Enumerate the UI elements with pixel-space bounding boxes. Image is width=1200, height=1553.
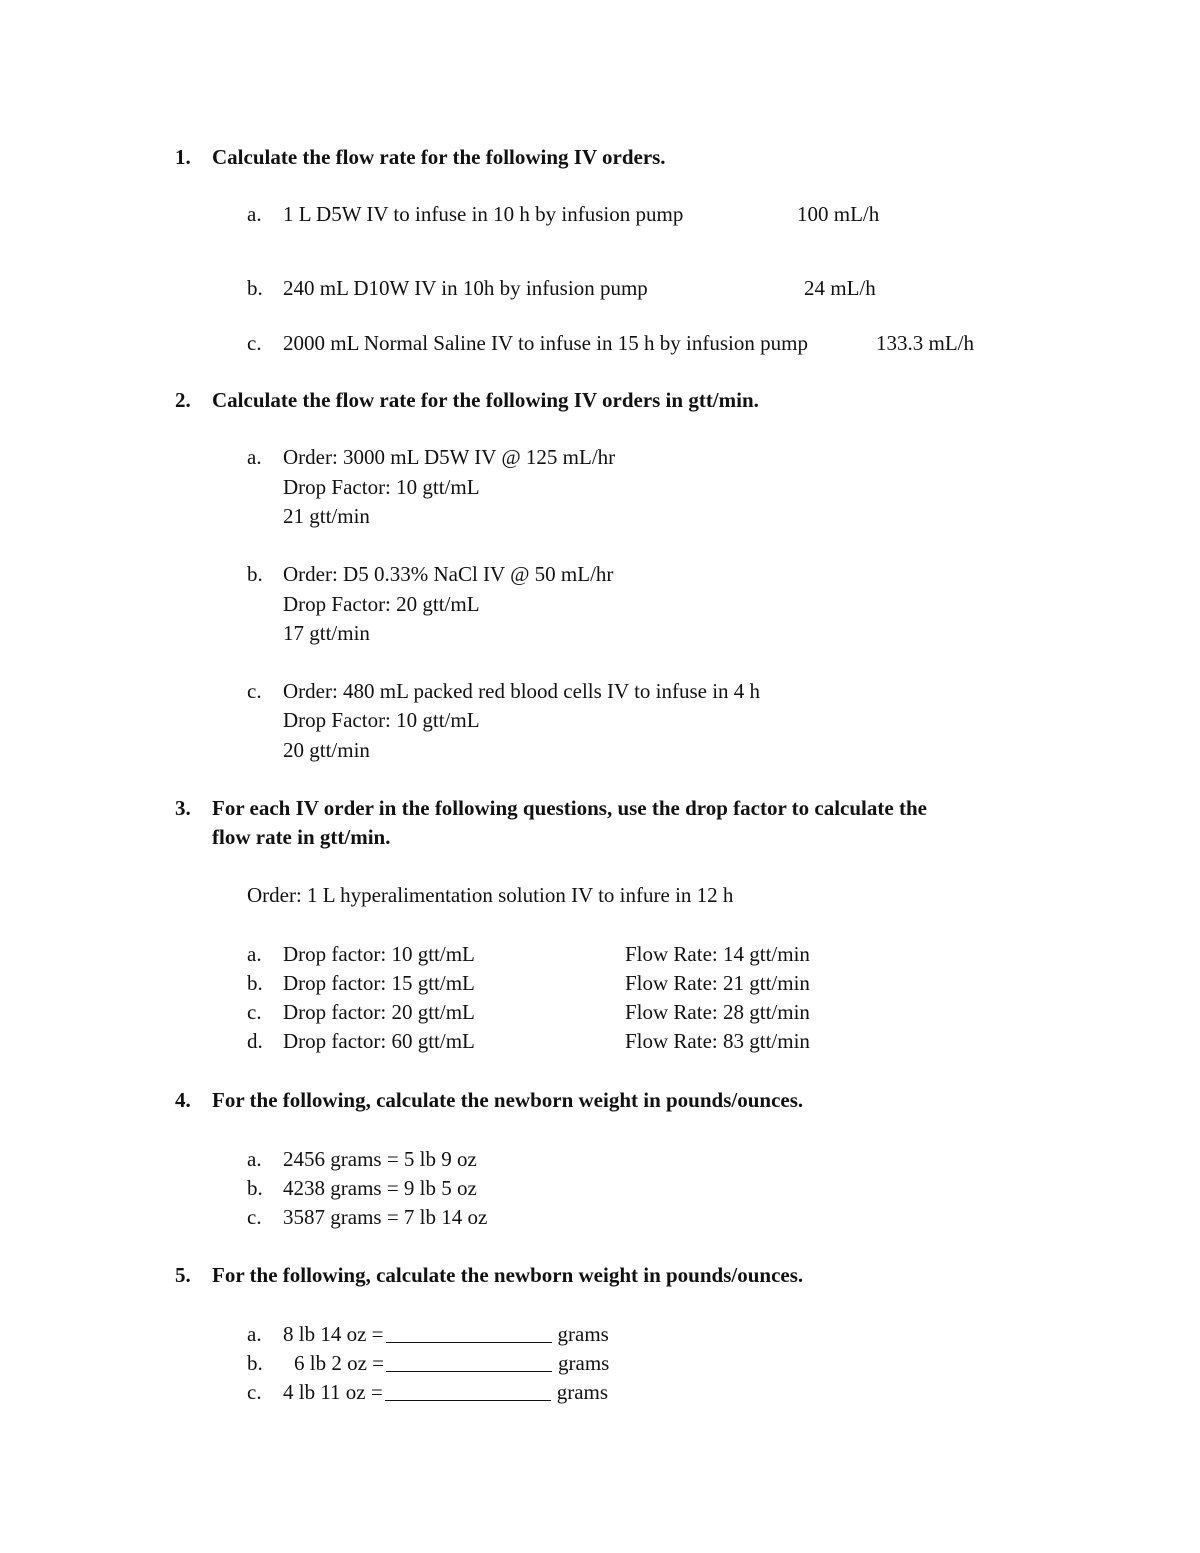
q4-a-text: 2456 grams = 5 lb 9 oz [283, 1147, 477, 1171]
q2-number: 2. [175, 388, 191, 412]
q2-c-answer: 20 gtt/min [283, 738, 370, 762]
q5-c-unit: grams [556, 1380, 609, 1404]
q3-b-letter: b. [247, 971, 263, 995]
q3-a-drop: Drop factor: 10 gtt/mL [283, 942, 475, 966]
q2-c-letter: c. [247, 679, 262, 703]
q5-a-unit: grams [557, 1322, 609, 1346]
q5-c-prefix: 4 lb 11 oz = [283, 1380, 383, 1404]
q3-title-line2: flow rate in gtt/min. [212, 825, 391, 849]
q1-a-letter: a. [247, 202, 262, 226]
q2-c-order: Order: 480 mL packed red blood cells IV to infuse in 4 h [283, 679, 761, 703]
q5-b-letter: b. [247, 1351, 263, 1375]
q3-d-drop: Drop factor: 60 gtt/mL [283, 1029, 475, 1053]
q1-c-letter: c. [247, 331, 262, 355]
q2-a-drop: Drop Factor: 10 gtt/mL [283, 475, 480, 499]
q3-title-line1: For each IV order in the following questions, use the drop factor to calculate the [212, 796, 927, 820]
q4-b-letter: b. [247, 1176, 263, 1200]
q4-a-letter: a. [247, 1147, 262, 1171]
q3-c-rate: Flow Rate: 28 gtt/min [625, 1000, 810, 1024]
q4-b-text: 4238 grams = 9 lb 5 oz [283, 1176, 477, 1200]
q4-c-text: 3587 grams = 7 lb 14 oz [283, 1205, 488, 1229]
q1-b-text: 240 mL D10W IV in 10h by infusion pump [283, 276, 648, 300]
q2-b-answer: 17 gtt/min [283, 621, 370, 645]
q1-a-text: 1 L D5W IV to infuse in 10 h by infusion pump [283, 202, 684, 226]
q5-number: 5. [175, 1263, 191, 1287]
q1-b-letter: b. [247, 276, 263, 300]
q4-title: For the following, calculate the newborn weight in pounds/ounces. [212, 1088, 804, 1112]
q2-b-letter: b. [247, 562, 263, 586]
q5-b-line [294, 1353, 609, 1374]
q5-title: For the following, calculate the newborn weight in pounds/ounces. [212, 1263, 804, 1287]
q4-c-letter: c. [247, 1205, 262, 1229]
q5-a-blank[interactable] [386, 1324, 552, 1343]
q5-b-unit: grams [558, 1351, 610, 1375]
q1-number: 1. [175, 145, 191, 169]
q1-c-text: 2000 mL Normal Saline IV to infuse in 15 h by infusion pump [283, 331, 808, 355]
q2-c-drop: Drop Factor: 10 gtt/mL [283, 708, 480, 732]
q5-c-letter: c. [247, 1380, 262, 1404]
q3-a-rate: Flow Rate: 14 gtt/min [625, 942, 810, 966]
q2-title: Calculate the flow rate for the following IV orders in gtt/min. [212, 388, 759, 412]
q2-b-drop: Drop Factor: 20 gtt/mL [283, 592, 480, 616]
q5-a-letter: a. [247, 1322, 262, 1346]
q3-a-letter: a. [247, 942, 262, 966]
q5-b-blank[interactable] [386, 1353, 552, 1372]
q2-a-letter: a. [247, 445, 262, 469]
q3-d-rate: Flow Rate: 83 gtt/min [625, 1029, 810, 1053]
q5-b-prefix: 6 lb 2 oz = [294, 1351, 384, 1375]
q3-b-rate: Flow Rate: 21 gtt/min [625, 971, 810, 995]
q2-a-answer: 21 gtt/min [283, 504, 370, 528]
q2-a-order: Order: 3000 mL D5W IV @ 125 mL/hr [283, 445, 616, 469]
q1-a-answer: 100 mL/h [797, 202, 880, 226]
q5-c-blank[interactable] [385, 1382, 551, 1401]
q1-b-answer: 24 mL/h [804, 276, 876, 300]
q3-order: Order: 1 L hyperalimentation solution IV to infure in 12 h [247, 883, 734, 907]
q3-c-drop: Drop factor: 20 gtt/mL [283, 1000, 475, 1024]
q1-c-answer: 133.3 mL/h [876, 331, 974, 355]
q2-b-order: Order: D5 0.33% NaCl IV @ 50 mL/hr [283, 562, 614, 586]
q4-number: 4. [175, 1088, 191, 1112]
q3-b-drop: Drop factor: 15 gtt/mL [283, 971, 475, 995]
q5-a-line [283, 1324, 609, 1345]
q3-d-letter: d. [247, 1029, 263, 1053]
q5-a-prefix: 8 lb 14 oz = [283, 1322, 384, 1346]
q5-c-line [283, 1382, 608, 1403]
q3-c-letter: c. [247, 1000, 262, 1024]
q3-number: 3. [175, 796, 191, 820]
q1-title: Calculate the flow rate for the following IV orders. [212, 145, 666, 169]
